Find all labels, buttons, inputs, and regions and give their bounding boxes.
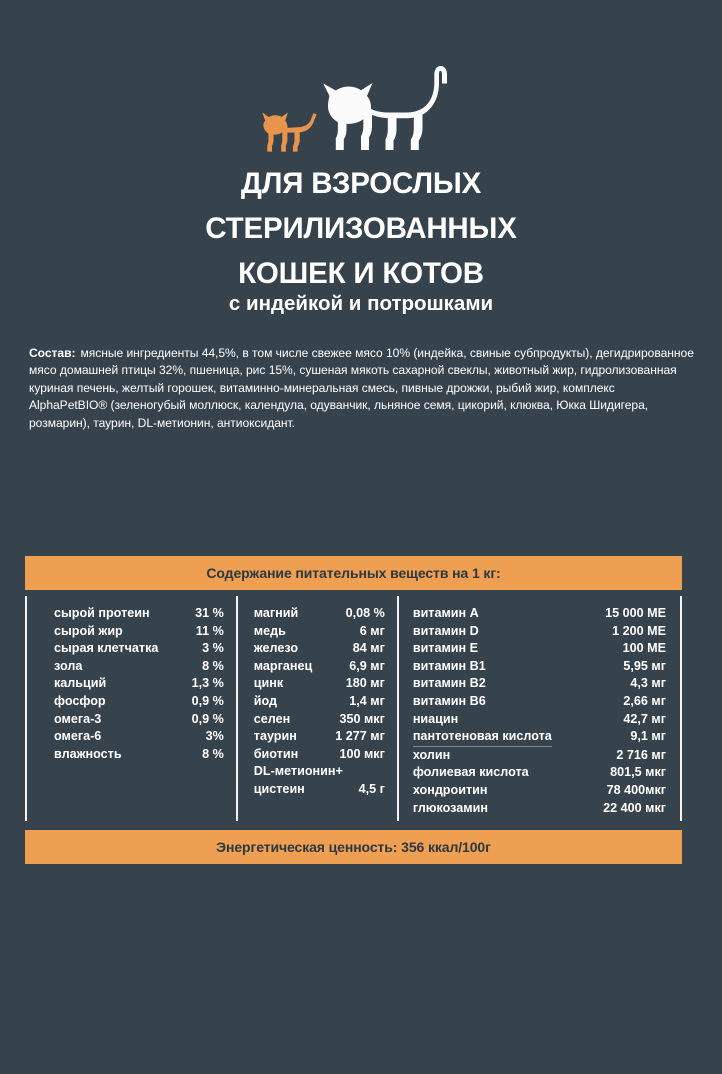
nutrient-value: 6,9 мг xyxy=(349,658,385,673)
nutrient-name: марганец xyxy=(253,658,313,673)
nutrient-value: 42,7 мг xyxy=(623,711,666,726)
nutrient-header-title: Содержание питательных веществ на 1 кг: xyxy=(206,565,501,581)
nutrient-name: витамин E xyxy=(412,641,479,656)
nutrient-name: хондроитин xyxy=(412,782,488,797)
table-row xyxy=(54,623,224,641)
nutrient-name: витамин B6 xyxy=(412,693,486,708)
nutrient-name: омега-3 xyxy=(54,711,102,726)
nutrient-value: 1,4 мг xyxy=(349,693,385,708)
white-cat-silhouette xyxy=(316,62,466,154)
nutrient-value: 3 % xyxy=(202,641,224,656)
nutrient-value: 100 мкг xyxy=(339,746,385,761)
nutrient-value: 8 % xyxy=(202,746,224,761)
nutrient-value: 1,3 % xyxy=(191,676,224,691)
nutrient-name: цистеин xyxy=(253,781,305,796)
headline-line-3: КОШЕК И КОТОВ xyxy=(238,257,484,290)
nutrient-value: 31 % xyxy=(195,606,224,620)
nutrient-value: 350 мкг xyxy=(339,711,385,726)
table-row xyxy=(413,764,666,782)
nutrient-value: 8 % xyxy=(202,658,224,673)
cat-silhouettes-group xyxy=(0,62,722,154)
nutrient-name: ниацин xyxy=(412,711,459,726)
nutrient-value: 2 716 мг xyxy=(616,747,666,762)
nutrient-column-vitamins xyxy=(397,596,680,821)
table-row xyxy=(54,658,224,676)
nutrient-name: фолиевая кислота xyxy=(412,765,529,780)
nutrient-value: 801,5 мкг xyxy=(610,765,666,780)
nutrient-name: витамин B1 xyxy=(412,658,486,673)
nutrient-name: кальций xyxy=(54,676,107,691)
table-row xyxy=(254,623,385,641)
table-row xyxy=(54,640,224,658)
table-row xyxy=(254,640,385,658)
nutrient-name: магний xyxy=(253,606,299,620)
nutrient-name: витамин D xyxy=(412,623,479,638)
nutrient-table xyxy=(25,596,682,821)
nutrient-value: 15 000 МЕ xyxy=(605,606,666,620)
orange-kitten-silhouette xyxy=(256,106,318,154)
nutrient-name: пантотеновая кислота xyxy=(413,728,552,747)
nutrient-name: витамин A xyxy=(412,606,479,620)
table-row xyxy=(54,605,224,623)
nutrient-name: сырой жир xyxy=(54,623,123,638)
nutrient-value: 0,9 % xyxy=(191,693,224,708)
nutrient-name: йод xyxy=(253,693,278,708)
nutrient-name: DL-метионин+ xyxy=(253,764,343,779)
table-row xyxy=(413,747,666,765)
headline-line-2: СТЕРИЛИЗОВАННЫХ xyxy=(205,212,517,245)
table-row xyxy=(413,728,666,747)
nutrient-name: влажность xyxy=(54,746,122,761)
nutrient-name: глюкозамин xyxy=(412,800,488,815)
nutrient-value: 100 МЕ xyxy=(622,641,666,656)
nutrient-name: биотин xyxy=(253,746,299,761)
table-row xyxy=(413,800,666,818)
table-row xyxy=(413,693,666,711)
table-row xyxy=(413,640,666,658)
nutrient-value: 5,95 мг xyxy=(623,658,666,673)
nutrient-value: 0,08 % xyxy=(345,606,385,620)
nutrient-name: сырой протеин xyxy=(54,606,150,620)
table-row xyxy=(254,658,385,676)
nutrient-value: 1 277 мг xyxy=(335,729,385,744)
table-row xyxy=(413,623,666,641)
table-row xyxy=(254,711,385,729)
sub-headline: с индейкой и потрошками xyxy=(228,292,494,315)
table-row xyxy=(54,675,224,693)
table-row xyxy=(54,746,224,764)
hero-section xyxy=(0,62,722,316)
table-row xyxy=(413,675,666,693)
nutrient-name: селен xyxy=(253,711,291,726)
table-row xyxy=(413,711,666,729)
nutrient-value: 4,3 мг xyxy=(630,676,666,691)
nutrient-value: 2,66 мг xyxy=(623,693,666,708)
nutrient-name: цинк xyxy=(253,676,284,691)
table-row xyxy=(413,605,666,623)
nutrient-name: витамин B2 xyxy=(412,676,486,691)
nutrient-name: медь xyxy=(253,623,286,638)
table-row xyxy=(413,782,666,800)
nutrient-column-analytical xyxy=(27,596,236,821)
table-row xyxy=(54,711,224,729)
composition-paragraph xyxy=(29,345,695,432)
nutrient-name: холин xyxy=(412,747,451,762)
nutrient-value: 9,1 мг xyxy=(630,729,666,744)
nutrient-value: 0,9 % xyxy=(191,711,224,726)
table-row xyxy=(413,658,666,676)
table-row xyxy=(254,781,385,799)
table-row xyxy=(54,728,224,746)
energy-value-bar xyxy=(25,830,682,864)
nutrient-name: сырая клетчатка xyxy=(54,641,159,656)
nutrient-name: зола xyxy=(54,658,83,673)
table-row xyxy=(254,605,385,623)
composition-label: Состав: xyxy=(29,346,76,360)
nutrient-value: 180 мг xyxy=(345,676,385,691)
table-row xyxy=(54,693,224,711)
nutrient-column-minerals xyxy=(236,596,397,821)
nutrient-name: омега-6 xyxy=(54,729,102,744)
composition-text: мясные ингредиенты 44,5%, в том числе свежее мясо 10% (индейка, свиные субпродукты), дегидрированное мясо домашней птицы 32%, пшеница, рис 15%, сушеная мякоть сахарной свеклы, животный жир, гидролизованная куриная печень, желтый горошек, витаминно-минеральная смесь, пивные дрожжи, рыбий жир, комплекс AlphaPetBIO® (зеленогубый моллюск, календула, одуванчик, льняное семя, цикорий, клюква, Юкка Шидигера, розмарин), таурин, DL-метионин, антиоксидант. xyxy=(29,346,694,430)
headline-line-1: ДЛЯ ВЗРОСЛЫХ xyxy=(240,167,482,200)
nutrient-value: 11 % xyxy=(195,623,224,638)
nutrient-value: 3% xyxy=(205,729,224,744)
table-row xyxy=(254,675,385,693)
nutrient-name: таурин xyxy=(253,729,297,744)
table-row xyxy=(254,763,385,781)
table-row xyxy=(254,693,385,711)
energy-value-text: Энергетическая ценность: 356 ккал/100г xyxy=(216,839,491,855)
table-row xyxy=(254,746,385,764)
nutrient-value: 1 200 МЕ xyxy=(612,623,666,638)
table-row xyxy=(254,728,385,746)
nutrient-value: 84 мг xyxy=(352,641,385,656)
nutrient-value: 22 400 мкг xyxy=(603,800,666,815)
nutrient-name: железо xyxy=(253,641,299,656)
nutrient-value: 6 мг xyxy=(359,623,385,638)
nutrient-header-bar xyxy=(25,556,682,590)
nutrient-name: фосфор xyxy=(54,693,106,708)
nutrient-value: 78 400мкг xyxy=(606,782,666,797)
nutrient-value: 4,5 г xyxy=(358,781,385,796)
